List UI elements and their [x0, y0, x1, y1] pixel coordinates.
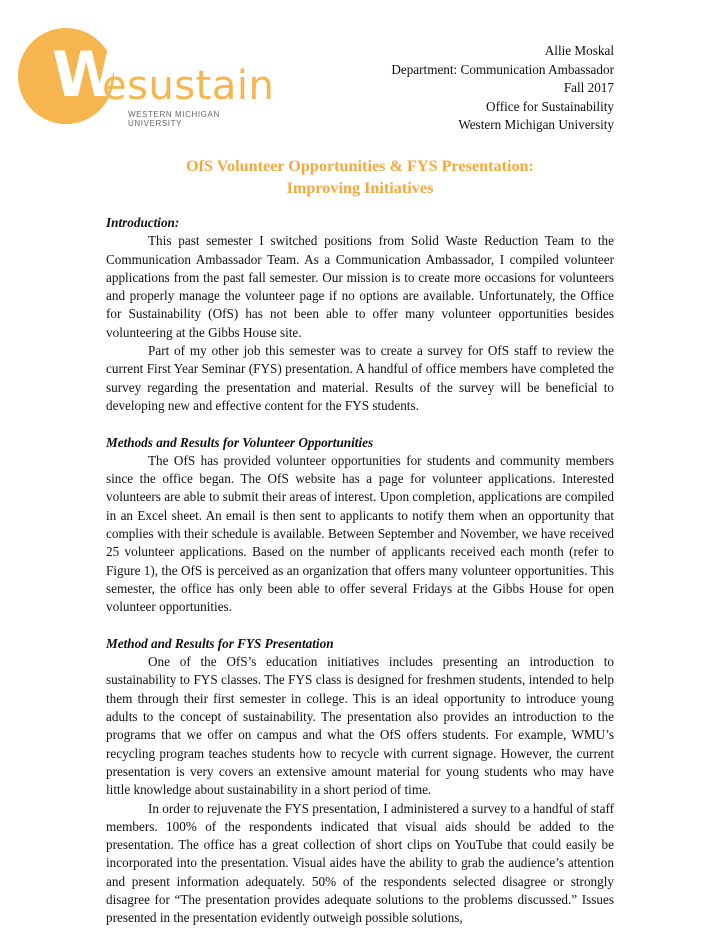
paragraph: Part of my other job this semester was to create a survey for OfS staff to review the current First Year Seminar (FYS) presentation. A handful of office members have completed the survey regarding the presentation and material. Results of the survey will be beneficial to developing new and effective content for the FYS students. — [106, 343, 614, 413]
document-body — [106, 214, 614, 946]
author-term: Fall 2017 — [563, 80, 614, 96]
paragraph: This past semester I switched positions from Solid Waste Reduction Team to the Communication Ambassador Team. As a Communication Ambassador, I compiled volunteer applications from the past fall semester. Our mission is to create more occasions for volunteers and properly manage the volunteer page if no options are available. Unfortunately, the Office for Sustainability (OfS) has not been able to offer many volunteer opportunities besides volunteering at the Gibbs House site. — [106, 233, 614, 340]
logo-w-letter: W — [52, 38, 117, 111]
logo-wordmark: esustain — [102, 63, 275, 109]
paragraph: One of the OfS’s education initiatives includes presenting an introduction to sustainability to FYS classes. The FYS class is designed for freshmen students, intended to help them through their first semester in college. This is an ideal opportunity to introduce young adults to the concept of sustainability. The presentation also provides an introduction to the programs that we offer on campus and what the OfS offers students. For example, WMU’s recycling program teaches students how to recycle with current signage. However, the current presentation is very covers an extensive amount material for young students who may have little knowledge about sustainability in a short period of time. — [106, 654, 614, 798]
paragraph: In order to rejuvenate the FYS presentation, I administered a survey to a handful of staff members. 100% of the respondents indicated that visual aids should be added to the presentation. The office has a great collection of short clips on YouTube that could easily be incorporated into the presentation. Visual aides have the ability to grab the audience’s attention and present information adequately. 50% of the respondents selected disagree or strongly disagree for “The presentation provides adequate solutions to the problems discussed.” Issues presented in the presentation evidently outweigh possible solutions, — [106, 800, 614, 926]
section-fys-presentation — [106, 635, 614, 928]
author-info — [391, 42, 614, 135]
logo-university: WESTERN MICHIGAN UNIVERSITY — [128, 110, 220, 128]
section-heading: Introduction: — [106, 215, 180, 230]
section-heading: Method and Results for FYS Presentation — [106, 635, 334, 651]
section-volunteer-opportunities — [106, 434, 614, 617]
author-university: Western Michigan University — [458, 117, 614, 133]
author-department: Department: Communication Ambassador — [391, 61, 614, 77]
title-line-2: Improving Initiatives — [286, 179, 434, 197]
section-introduction — [106, 214, 614, 415]
title-line-1: OfS Volunteer Opportunities & FYS Presentation: — [186, 157, 534, 175]
paragraph: The OfS has provided volunteer opportunities for students and community members since the office began. The OfS website has a page for volunteer applications. Interested volunteers are able to submit their areas of interest. Upon completion, applications are compiled in an Excel sheet. An email is then sent to applicants to notify them when an opportunity that complies with their schedule is available. Between September and November, we have received 25 volunteer applications. Based on the number of applicants received each month (refer to Figure 1), the OfS is perceived as an organization that offers many volunteer opportunities. This semester, the office has only been able to offer several Fridays at the Gibbs House for open volunteer opportunities. — [106, 452, 614, 615]
document-title — [0, 155, 720, 199]
wesustain-logo — [18, 26, 275, 128]
section-heading: Methods and Results for Volunteer Opportunities — [106, 434, 374, 450]
author-name: Allie Moskal — [544, 43, 614, 58]
author-office: Office for Sustainability — [486, 98, 614, 114]
